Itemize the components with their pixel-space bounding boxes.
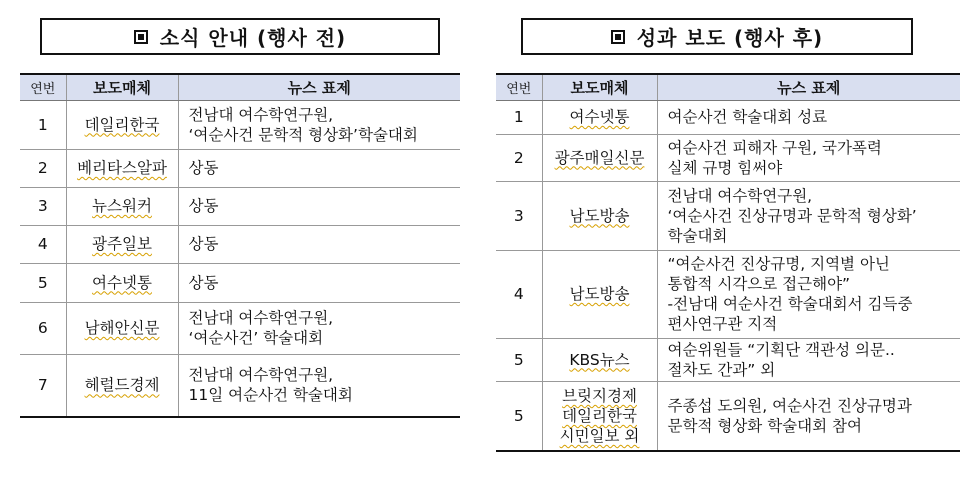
- square-bullet-icon: [134, 30, 148, 44]
- headline-line: 편사연구관 지적: [667, 315, 778, 333]
- left-title-text: 소식 안내 (행사 전): [159, 26, 347, 50]
- media-name-line: 여수넷통: [569, 108, 630, 126]
- pre-event-news-table: [20, 73, 460, 418]
- table-row: [20, 354, 460, 417]
- media-name-line: 남도방송: [569, 206, 630, 225]
- col-header-no: 연번: [496, 74, 542, 100]
- row-number: 7: [20, 354, 66, 417]
- media-name-line: 남해안신문: [84, 319, 160, 337]
- news-headline: [178, 149, 460, 187]
- media-name-line: 뉴스워커: [92, 197, 152, 215]
- headline-line: 통합적 시각으로 접근해야”: [667, 275, 851, 293]
- table-row: [20, 149, 460, 187]
- headline-line: 문학적 형상화 학술대회 참여: [667, 416, 862, 435]
- col-header-headline: 뉴스 표제: [657, 74, 960, 100]
- row-number: 2: [496, 134, 542, 181]
- col-header-media: 보도매체: [66, 74, 178, 100]
- row-number: 6: [20, 302, 66, 354]
- headline-line: 실체 규명 힘써야: [667, 158, 783, 177]
- row-number: 3: [20, 187, 66, 225]
- media-outlet: [66, 100, 178, 149]
- headline-line: -전남대 여순사건 학술대회서 김득중: [667, 295, 913, 313]
- media-name-line: 여수넷통: [92, 273, 152, 292]
- headline-line: 11일 여순사건 학술대회: [188, 386, 353, 405]
- row-number: 2: [20, 149, 66, 187]
- news-headline: [178, 354, 460, 417]
- table-row: [496, 250, 960, 338]
- media-outlet: [542, 181, 657, 250]
- media-name-line: 데일리한국: [84, 115, 160, 134]
- post-event-news-table: [496, 73, 960, 452]
- media-outlet: [542, 100, 657, 134]
- media-outlet: [66, 187, 178, 225]
- media-name-line: 광주매일신문: [554, 148, 645, 167]
- media-outlet: [66, 225, 178, 263]
- row-number: 1: [20, 100, 66, 149]
- headline-line: 여순사건 피해자 구원, 국가폭력: [667, 138, 882, 157]
- row-number: 3: [496, 181, 542, 250]
- headline-line: 여순위원들 “기획단 객관성 의문..: [667, 340, 895, 359]
- media-name-line: KBS뉴스: [569, 350, 630, 369]
- table-row: [20, 187, 460, 225]
- table-row: [496, 100, 960, 134]
- media-outlet: [66, 149, 178, 187]
- table-header-row: [20, 74, 460, 100]
- headline-line: 주종섭 도의원, 여순사건 진상규명과: [667, 396, 912, 415]
- headline-line: 여순사건 학술대회 성료: [667, 108, 828, 126]
- row-number: 5: [496, 338, 542, 381]
- headline-line: ‘여순사건’ 학술대회: [188, 329, 324, 347]
- table-header-row: [496, 74, 960, 100]
- table-row: [20, 263, 460, 302]
- table-row: [496, 381, 960, 451]
- media-outlet: [66, 354, 178, 417]
- row-number: 1: [496, 100, 542, 134]
- headline-line: 전남대 여수학연구원,: [188, 366, 334, 385]
- news-headline: [178, 187, 460, 225]
- col-header-no: 연번: [20, 74, 66, 100]
- headline-line: 상동: [188, 159, 219, 177]
- row-number: 4: [20, 225, 66, 263]
- media-outlet: [542, 250, 657, 338]
- media-name-line: 브릿지경제: [562, 386, 637, 405]
- table-row: [496, 338, 960, 381]
- news-headline: [657, 134, 960, 181]
- news-headline: [657, 338, 960, 381]
- news-headline: [657, 181, 960, 250]
- media-name-line: 베리타스알파: [77, 159, 167, 177]
- headline-line: 전남대 여수학연구원,: [667, 186, 813, 205]
- square-bullet-icon: [611, 30, 625, 44]
- headline-line: 상동: [188, 197, 219, 215]
- row-number: 5: [496, 381, 542, 451]
- table-row: [496, 181, 960, 250]
- media-name-line: 남도방송: [569, 285, 630, 303]
- headline-line: 절차도 간과” 외: [667, 360, 776, 379]
- media-outlet: [542, 338, 657, 381]
- media-name-line: 헤럴드경제: [84, 376, 160, 395]
- news-headline: [178, 100, 460, 149]
- news-headline: [657, 250, 960, 338]
- headline-line: ‘여순사건 진상규명과 문학적 형상화’: [667, 206, 917, 225]
- headline-line: “여순사건 진상규명, 지역별 아닌: [667, 255, 890, 273]
- headline-line: 상동: [188, 273, 219, 292]
- row-number: 4: [496, 250, 542, 338]
- right-section-title: [521, 18, 913, 55]
- media-outlet: [542, 381, 657, 451]
- media-outlet: [66, 302, 178, 354]
- news-headline: [657, 100, 960, 134]
- table-row: [20, 302, 460, 354]
- media-name-line: 시민일보 외: [559, 426, 640, 445]
- news-headline: [178, 302, 460, 354]
- col-header-headline: 뉴스 표제: [178, 74, 460, 100]
- headline-line: 학술대회: [667, 226, 728, 245]
- media-outlet: [542, 134, 657, 181]
- media-outlet: [66, 263, 178, 302]
- right-title-text: 성과 보도 (행사 후): [636, 26, 824, 50]
- table-row: [20, 225, 460, 263]
- col-header-media: 보도매체: [542, 74, 657, 100]
- left-section-title: [40, 18, 440, 55]
- table-row: [496, 134, 960, 181]
- headline-line: 상동: [188, 235, 219, 253]
- news-headline: [178, 263, 460, 302]
- media-name-line: 광주일보: [92, 235, 152, 253]
- table-row: [20, 100, 460, 149]
- news-headline: [178, 225, 460, 263]
- news-headline: [657, 381, 960, 451]
- headline-line: 전남대 여수학연구원,: [188, 105, 334, 124]
- row-number: 5: [20, 263, 66, 302]
- headline-line: 전남대 여수학연구원,: [188, 309, 334, 327]
- media-name-line: 데일리한국: [562, 406, 637, 425]
- headline-line: ‘여순사건 문학적 형상화’학술대회: [188, 125, 418, 144]
